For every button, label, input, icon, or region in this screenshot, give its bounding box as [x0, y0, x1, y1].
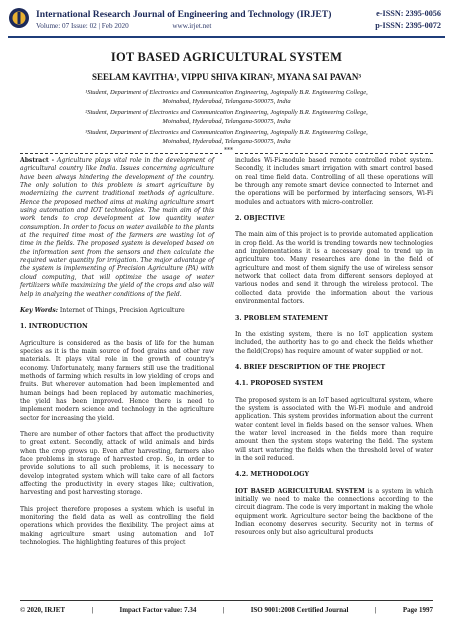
- methodology-text: is a system in which initially we need to make the connections according to the circuit diagram. The code is very important in making the whole equipment work. Agriculture sector being the backbone of the Indian economy deserves security. Security not in terms of resources only but also agricultural products: [235, 487, 433, 537]
- footer-iso: ISO 9001:2008 Certified Journal: [250, 606, 349, 614]
- footer-copyright: © 2020, IRJET: [20, 606, 66, 614]
- affiliation-3-line-1: ³Student, Department of Electronics and Communication Engineering, Joginpally B.R. Engineering College,: [85, 129, 368, 136]
- paper-title: IOT BASED AGRICULTURAL SYSTEM: [110, 50, 343, 64]
- proposed-system-heading: 4.1. PROPOSED SYSTEM: [235, 380, 324, 388]
- problem-statement-heading: 3. PROBLEM STATEMENT: [235, 314, 329, 322]
- footer-divider-3: |: [374, 606, 377, 614]
- brief-description-heading: 4. BRIEF DESCRIPTION OF THE PROJECT: [235, 363, 386, 371]
- pissn: p-ISSN: 2395-0072: [375, 21, 441, 30]
- introduction-paragraph-1: Agriculture is considered as the basis of life for the human species as it is the main source of food grains and other raw materials. It plays vital role in the growth of country's economy. Unfortunately, many farmers still use the traditional methods of farming which results in low yielding of crops and fruits. But wherever automation had been implemented and human beings had been replaced by automatic machineries, the yield has been improved. Hence there is need to implement modern science and technology in the agriculture sector for increasing the yield.: [20, 339, 214, 422]
- header-divider: [8, 36, 445, 38]
- page-footer: [20, 606, 433, 614]
- journal-website[interactable]: www.irjet.net: [172, 22, 212, 30]
- keywords: [20, 307, 214, 315]
- journal-header: [0, 0, 453, 40]
- affiliation-1-line-1: ¹Student, Department of Electronics and Communication Engineering, Joginpally B.R. Engineering College,: [85, 89, 368, 96]
- problem-statement-paragraph: In the existing system, there is no IoT application system included, the authority has to go and check the fields whether the field(Crops) has require amount of water supplied or not.: [235, 330, 433, 355]
- eissn: e-ISSN: 2395-0056: [376, 9, 441, 18]
- journal-volume-line: [36, 22, 211, 30]
- affiliation-2-line-2: Moinabad, Hyderabad, Telangana-500075, India: [162, 118, 291, 125]
- methodology-paragraph: [235, 488, 433, 538]
- footer-divider-1: |: [91, 606, 94, 614]
- irjet-logo-icon: [8, 7, 30, 29]
- introduction-continued: includes Wi-Fi-module based remote controlled robot system. Secondly, it includes smart irrigation with smart control based on real time field data. Controlling of all these operations will be through any remote smart device connected to Internet and the operations will be performed by interfacing sensors, Wi-Fi modules and actuators with micro-controller.: [235, 157, 433, 206]
- volume-issue: Volume: 07 Issue: 02 | Feb 2020: [36, 22, 129, 30]
- objective-paragraph: The main aim of this project is to provide automated application in crop field. As the world is trending towards new technologies and implementations it is a necessary goal to trend up in agriculture too. Many researches are done in the field of agriculture and most of them signify the use of wireless sensor network that collect data from different sensors deployed at various nodes and send it through the wireless protocol. The collected data provide the information about the various environmental factors.: [235, 231, 433, 306]
- footer-divider: [20, 600, 433, 601]
- affiliation-2-line-1: ²Student, Department of Electronics and Communication Engineering, Joginpally B.R. Engineering College,: [85, 109, 368, 116]
- introduction-paragraph-2: There are number of other factors that affect the productivity to great extent. Secondly, attack of wild animals and birds when the crop grows up. Even after harvesting, farmers also face problems in storage of harvested crop. So, in order to provide solutions to all such problems, it is necessary to develop integrated system which will take care of all factors affecting the productivity in every stages like; cultivation, harvesting and post harvesting storage.: [20, 430, 214, 497]
- journal-title: International Research Journal of Engineering and Technology (IRJET): [36, 9, 332, 20]
- right-column: [235, 157, 433, 546]
- paper-authors: SEELAM KAVITHA¹, VIPPU SHIVA KIRAN², MYANA SAI PAVAN³: [91, 72, 362, 82]
- affiliation-3-line-2: Moinabad, Hyderabad, Telangana-500075, India: [162, 138, 291, 145]
- proposed-system-paragraph: The proposed system is an IoT based agricultural system, where the system is associated with the Wi-Fi module and android application. This system provides information about the current water content level in fields based on the sensor values. When the water level increased in the fields more than require amount then the system stops watering the field. The system will start watering the fields when the threshold level of water in the soil reduced.: [235, 396, 433, 462]
- keywords-text: Internet of Things, Precision Agriculture: [57, 306, 185, 314]
- footer-divider-2: |: [222, 606, 225, 614]
- keywords-label: Key Words:: [20, 306, 58, 314]
- methodology-bold-term: IOT BASED AGRICULTURAL SYSTEM: [235, 487, 365, 495]
- introduction-paragraph-3: This project therefore proposes a system which is useful in monitoring the field data as well as controlling the field operations which provides the flexibility. The project aims at making agriculture smart using automation and IoT technologies. The highlighting features of this project: [20, 505, 214, 547]
- footer-page-number: Page 1997: [402, 606, 433, 614]
- abstract-label: Abstract -: [20, 157, 55, 164]
- introduction-heading: 1. INTRODUCTION: [20, 323, 88, 331]
- methodology-heading: 4.2. METHODOLOGY: [235, 471, 309, 479]
- abstract-text: Agriculture plays vital role in the development of agricultural country like India. Issues concerning agriculture have been always hindering the development of the country. The only solution to this problem is smart agriculture by modernizing the current traditional methods of agriculture. Hence the proposed method aims at making agriculture smart using automation and IOT technologies. The main aim of this work tends to crop development at low quantity water consumption. In order to focus on water available to the plants at the required time most of the farmers are wasting lot of time in the fields. The proposed system is developed based on the information sent from the sensors and then calculate the required water quantity for irrigation. The major advantage of the system is implementing of Precision Agriculture (PA) with cloud computing, that will optimize the usage of water fertilizers while maximizing the yield of the crops and also will help in analyzing the weather conditions of the field.: [20, 157, 214, 298]
- abstract: [20, 157, 214, 299]
- left-column: [20, 157, 214, 555]
- separator-stars: ***: [224, 147, 233, 154]
- footer-impact-factor: Impact Factor value: 7.34: [119, 606, 197, 614]
- objective-heading: 2. OBJECTIVE: [235, 215, 285, 223]
- affiliation-1-line-2: Moinabad, Hyderabad, Telangana-500075, India: [162, 98, 291, 105]
